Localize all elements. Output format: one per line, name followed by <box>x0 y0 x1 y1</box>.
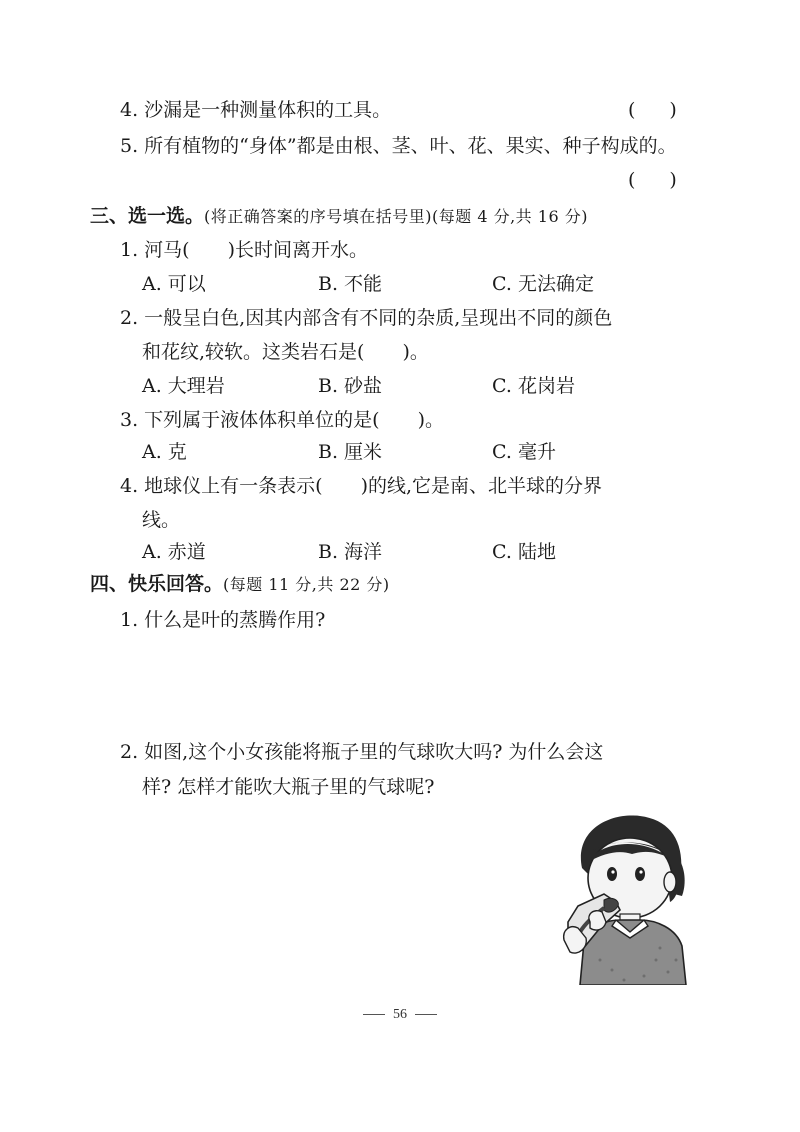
section-4-heading: 四、快乐回答。(每题 11 分,共 22 分) <box>90 573 390 595</box>
page-number-footer <box>0 1007 800 1023</box>
option-2-b[interactable]: B. 砂盐 <box>318 375 383 397</box>
option-4-c[interactable]: C. 陆地 <box>492 541 556 563</box>
page-number: 56 <box>393 1007 407 1022</box>
footer-dash-left <box>363 1014 385 1015</box>
option-1-c[interactable]: C. 无法确定 <box>492 273 594 295</box>
choice-question-4-line1: 4. 地球仪上有一条表示( )的线,它是南、北半球的分界 <box>120 475 603 497</box>
answer-question-1: 1. 什么是叶的蒸腾作用? <box>120 609 326 631</box>
choice-question-3: 3. 下列属于液体体积单位的是( )。 <box>120 409 445 431</box>
section-3-heading: 三、选一选。(将正确答案的序号填在括号里)(每题 4 分,共 16 分) <box>90 205 588 227</box>
answer-paren-judge-4[interactable]: ( ) <box>628 99 677 121</box>
girl-blowing-balloon-in-bottle-illustration <box>560 810 700 985</box>
option-1-a[interactable]: A. 可以 <box>142 273 206 295</box>
judge-question-4: 4. 沙漏是一种测量体积的工具。 <box>120 99 392 121</box>
option-4-b[interactable]: B. 海洋 <box>318 541 383 563</box>
footer-dash-right <box>415 1014 437 1015</box>
answer-area-1[interactable] <box>120 640 700 730</box>
choice-question-1: 1. 河马( )长时间离开水。 <box>120 239 369 261</box>
option-3-b[interactable]: B. 厘米 <box>318 441 383 463</box>
option-2-a[interactable]: A. 大理岩 <box>142 375 225 397</box>
answer-paren-judge-5[interactable]: ( ) <box>628 169 677 191</box>
choice-question-4-line2: 线。 <box>142 509 181 531</box>
option-1-b[interactable]: B. 不能 <box>318 273 383 295</box>
option-3-c[interactable]: C. 毫升 <box>492 441 556 463</box>
option-3-a[interactable]: A. 克 <box>142 441 187 463</box>
answer-question-2-line2: 样? 怎样才能吹大瓶子里的气球呢? <box>142 776 435 798</box>
choice-question-2-line2: 和花纹,较软。这类岩石是( )。 <box>142 341 429 363</box>
answer-question-2-line1: 2. 如图,这个小女孩能将瓶子里的气球吹大吗? 为什么会这 <box>120 741 604 763</box>
choice-question-2-line1: 2. 一般呈白色,因其内部含有不同的杂质,呈现出不同的颜色 <box>120 307 613 329</box>
judge-question-5: 5. 所有植物的“身体”都是由根、茎、叶、花、果实、种子构成的。 <box>120 135 677 157</box>
option-4-a[interactable]: A. 赤道 <box>142 541 206 563</box>
option-2-c[interactable]: C. 花岗岩 <box>492 375 575 397</box>
